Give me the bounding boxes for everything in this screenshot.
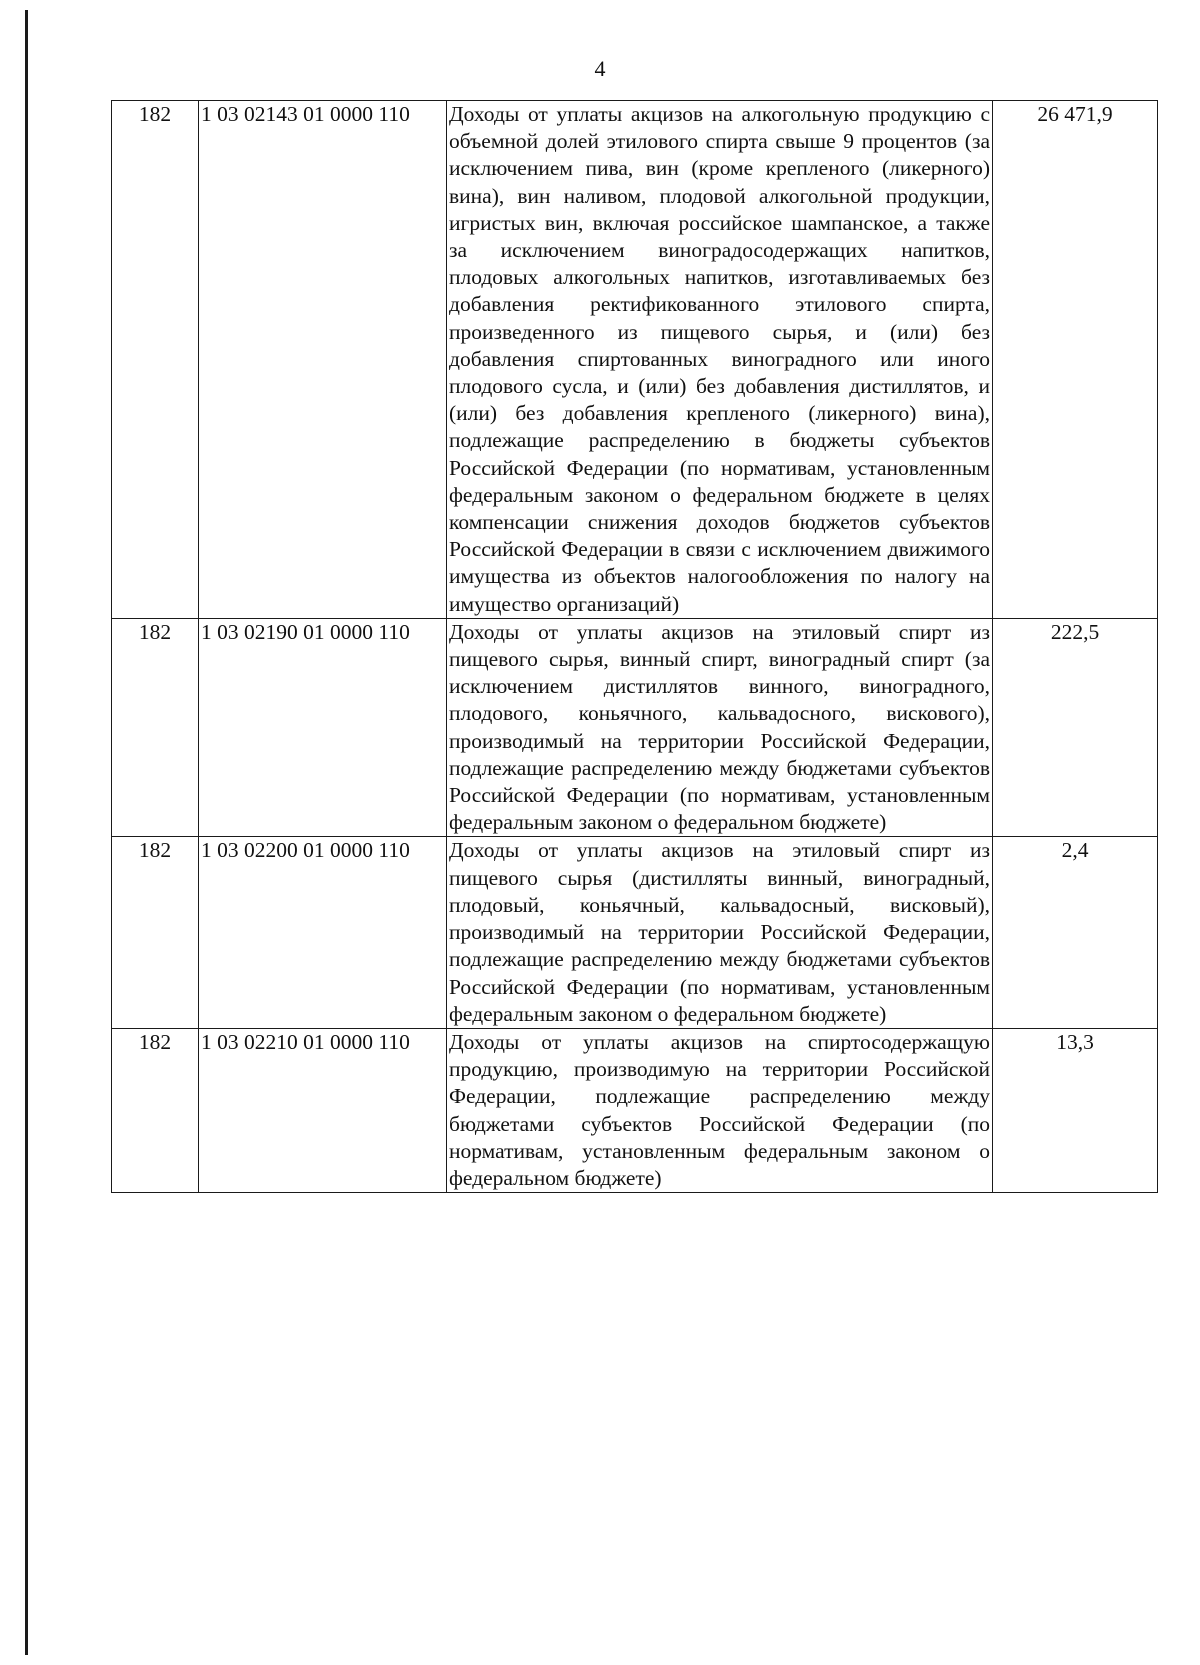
- amount-cell: 222,5: [993, 618, 1158, 837]
- admin-code-cell: 182: [112, 837, 199, 1028]
- kbk-code-cell: 1 03 02200 01 0000 110: [199, 837, 447, 1028]
- table-row: [112, 1028, 1158, 1192]
- budget-revenue-table: [111, 100, 1158, 1193]
- admin-code-cell: 182: [112, 618, 199, 837]
- revenue-name-cell: Доходы от уплаты акцизов на алкогольную продукцию с объемной долей этилового спирта свыше 9 процентов (за исключением пива, вин (кроме крепленого (ликерного) вина), вин наливом, плодовой алкогольной продукции, игристых вин, включая российское шампанское, а также за исключением виноградосодержащих напитков, плодовых алкогольных напитков, изготавливаемых без добавления ректификованного этилового спирта, произведенного из пищевого сырья, и (или) без добавления спиртованных виноградного или иного плодового сусла, и (или) без добавления дистиллятов, и (или) без добавления крепленого (ликерного) вина), подлежащие распределению в бюджеты субъектов Российской Федерации (по нормативам, установленным федеральным законом о федеральном бюджете в целях компенсации снижения доходов бюджетов субъектов Российской Федерации в связи с исключением движимого имущества из объектов налогообложения по налогу на имущество организаций): [447, 101, 993, 619]
- kbk-code-cell: 1 03 02210 01 0000 110: [199, 1028, 447, 1192]
- table-row: [112, 101, 1158, 619]
- amount-cell: 26 471,9: [993, 101, 1158, 619]
- table-row: [112, 837, 1158, 1028]
- kbk-code-cell: 1 03 02190 01 0000 110: [199, 618, 447, 837]
- amount-cell: 2,4: [993, 837, 1158, 1028]
- table-row: [112, 618, 1158, 837]
- kbk-code-cell: 1 03 02143 01 0000 110: [199, 101, 447, 619]
- binding-line: [25, 10, 28, 1655]
- page-number: 4: [594, 56, 606, 81]
- admin-code-cell: 182: [112, 1028, 199, 1192]
- amount-cell: 13,3: [993, 1028, 1158, 1192]
- revenue-name-cell: Доходы от уплаты акцизов на спиртосодержащую продукцию, производимую на территории Российской Федерации, подлежащие распределению между бюджетами субъектов Российской Федерации (по нормативам, установленным федеральным законом о федеральном бюджете): [447, 1028, 993, 1192]
- admin-code-cell: 182: [112, 101, 199, 619]
- revenue-name-cell: Доходы от уплаты акцизов на этиловый спирт из пищевого сырья, винный спирт, виноградный спирт (за исключением дистиллятов винного, виноградного, плодового, коньячного, кальвадосного, вискового), производимый на территории Российской Федерации, подлежащие распределению между бюджетами субъектов Российской Федерации (по нормативам, установленным федеральным законом о федеральном бюджете): [447, 618, 993, 837]
- revenue-name-cell: Доходы от уплаты акцизов на этиловый спирт из пищевого сырья (дистилляты винный, виноградный, плодовый, коньячный, кальвадосный, висковый), производимый на территории Российской Федерации, подлежащие распределению между бюджетами субъектов Российской Федерации (по нормативам, установленным федеральным законом о федеральном бюджете): [447, 837, 993, 1028]
